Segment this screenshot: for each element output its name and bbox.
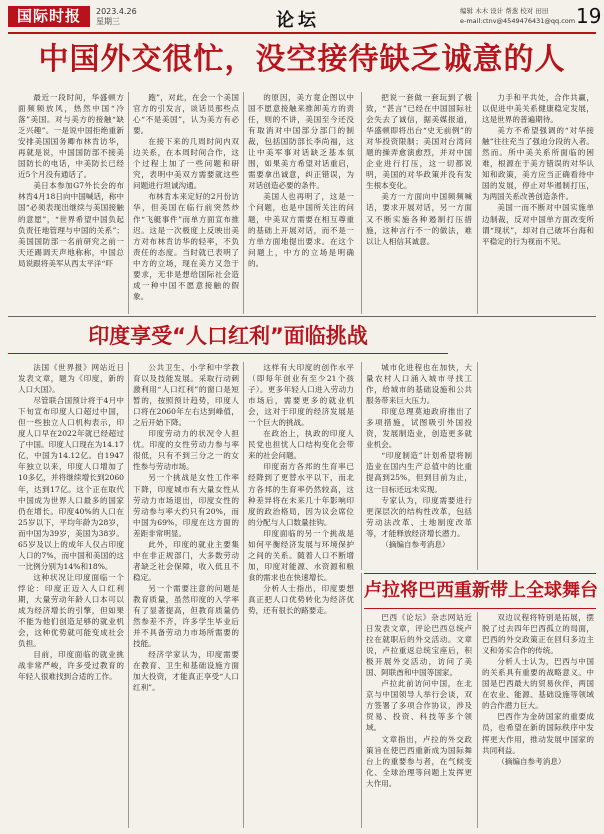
column-divider (477, 612, 478, 828)
issue-date: 2023.4.26 (96, 7, 137, 16)
paragraph: 布林肯本来定好的2月份访华，但美国在临行前突然炒作“飞艇事件”而单方面宣布推迟。这是一次极度上反映出美方对布林肯访华的轻率，不负责任的态度。当时就已表明了中方的立场，现在美方又急于要求，无非是想给国际社会造成一种中国不愿意接触的假象。 (133, 192, 239, 301)
paragraph: 最近一段时间，华盛顿方面频频放风，热然中国“冷落”美国。对与美方的接触“缺乏兴趣”。一是说中国拒绝重新安排美国国务卿布林肯访华，再就是说，中国国防部不接美国防长的电话，中美防长已经近5个月没有通话了。 (18, 93, 124, 180)
paragraph: 印度南方各邦的生育率已经降到了更替水平以下，而北方各邦的生育率仍然较高，这种差异将在未来几十年影响印度的政治格局，因为议会席位的分配与人口数量挂钩。 (248, 462, 354, 527)
column-divider (361, 573, 362, 828)
paragraph: 卢拉此前访问中国，在北京与中国领导人举行会谈，双方签署了多项合作协议，涉及贸易、投资、科技等多个领域。 (366, 679, 472, 733)
column-divider (128, 92, 129, 314)
paragraph: 文章指出，卢拉的外交政策旨在使巴西重新成为国际舞台上的重要参与者，在气候变化、全球治理等问题上发挥更大作用。 (366, 734, 472, 788)
paragraph: 这样有大印度的创作水平（即每年创业有至少21个孩子）。更多年轻人口进入劳动力市场后，需要更多的就业机会，这对于印度的经济发展是一个巨大的挑战。 (248, 363, 354, 428)
column-divider (477, 92, 478, 314)
article3-headline: 卢拉将巴西重新带上全球舞台 (364, 573, 596, 609)
paragraph: “印度制造”计划希望将制造业在国内生产总值中的比重提高到25%，但到目前为止，这一目标还远未实现。 (366, 451, 472, 494)
section-name: 论坛 (276, 10, 320, 31)
contact-email: e-mail:ctnv@4549476431@qq.com (460, 17, 576, 25)
article3-column (366, 612, 472, 828)
paragraph: 印度劳动力的状况令人担忧。印度的女性劳动力参与率很低，只有不到三分之一的女性参与劳动市场。 (133, 429, 239, 472)
paragraph: 双边议程将特别是拓展，摆脱了过去四年巴西孤立的局面，巴西的外交政策正在回归多边主义和务实合作的传统。 (482, 613, 594, 656)
paragraph: 公共卫生、小学和中学教育以及技能发展。采取行动刺激利用“人口红利”的窗口是短暂的，按照预计趋势，印度人口将在2060年左右达到峰值，之后开始下降。 (133, 363, 239, 428)
paragraph: 专家认为，印度需要进行更深层次的结构性改革，包括劳动法改革、土地制度改革等，才能释放经济增长潜力。 (366, 495, 472, 538)
article1-column (248, 92, 354, 314)
article2-column (133, 362, 239, 828)
paragraph: 此外，印度的就业主要集中在非正规部门，大多数劳动者缺乏社会保障，收入低且不稳定。 (133, 539, 239, 582)
article2-column (366, 362, 472, 570)
article1-headline: 中国外交很忙，没空接待缺乏诚意的人 (38, 42, 566, 77)
paragraph: 在接下来的几周时间内双边关系，在本周时间合作，这个过程上加了一些问题和研究，表明中美双方需要就这些问题进行坦诚沟通。 (133, 137, 239, 191)
paragraph: 美方不希望强调的“对华接触”往往充当了强迫分段的入者。然而。所中美关系所面临的困难，根源在于美方错误的对华认知和政策，美方应当正确看待中国的发展，停止对华遏制打压，为两国关系改善创造条件。 (482, 126, 594, 202)
article1-column (366, 92, 472, 314)
paragraph: 分析人士指出，印度要想真正把人口优势转化为经济优势，还有很长的路要走。 (248, 583, 354, 616)
article-divider (8, 316, 596, 317)
paragraph: 这种状况让印度面临一个悖论：印度正迈入人口红利期，大量劳动年龄人口本可以成为经济增长的引擎，但如果不能为他们创造足够的就业机会，这种优势就可能变成社会负担。 (18, 572, 124, 649)
column-divider (243, 92, 244, 314)
paragraph: 尽管联合国预计将于4月中下旬宣布印度人口超过中国，但一些独立人口机构表示，印度人口早在2022年就已经超过了中国。印度人口现在为14.17亿，中国为14.12亿。自1947年独立以来，印度人口增加了10多亿，并将继续增长到2060年，达到17亿。这个正在取代中国成为世界人口最多的国家仍在增长。印度40%的人口在25岁以下，平均年龄为28岁，而中国为39岁，美国为38岁。65岁及以上的成年人仅占印度人口的7%，而中国和美国的这一比例分别为14%和18%。 (18, 396, 124, 571)
column-divider (243, 362, 244, 828)
paragraph: 跑”，对此，在会一个美国官方的引发言，谈话员那些点心“不是美国”，认为美方有必要。 (133, 93, 239, 136)
paragraph: 美方一方面向中国频频喊话，要求开展对话，另一方面又不断实施各种遏制打压措施，这种言行不一的做法，难以让人相信其诚意。 (366, 192, 472, 246)
paragraph: 城市化进程也在加快，大量农村人口涌入城市寻找工作，给城市的基础设施和公共服务带来巨大压力。 (366, 363, 472, 406)
paragraph: 美日本参加G7外长会的布林肯4月18日向中国喊话，称中国“必须表现出继续与美国接触的意愿”，“世界希望中国负起负责任地管理与中国的关系”；美国国防部一名前研究之前一天还踢调天声地称称，中国总局说跟将美军从西太平洋“吓 (18, 181, 124, 268)
paragraph: 巴西作为金砖国家的重要成员，也希望在新的国际秩序中发挥更大作用，推动发展中国家的共同利益。 (482, 712, 594, 755)
paragraph: 把说一套做一套玩到了极致，“甚言”已经在中国国际社会失去了诚信，据美媒报道，华盛顿即将出台“史无前例”的对华投资限制；美国对台湾问题的操弄愈演愈烈，并对中国企业进行打压，这一切都说明，美国的对华政策并没有发生根本变化。 (366, 93, 472, 191)
paragraph: （摘编自参考消息） (381, 539, 450, 549)
paragraph: 目前，印度面临的就业挑战非常严峻，许多受过教育的年轻人很难找到合适的工作。 (18, 650, 124, 682)
newspaper-logo: 国际时报 (8, 6, 90, 27)
article1-column (482, 92, 594, 314)
editor-credits: 编辑 木木 设计 帮葱 校对 田田 (460, 7, 549, 15)
paragraph: 的原因，美方竟企图以中国不愿意接触来推卸美方的责任，则的不讲，美国至今还没有取消对中国部分部门的制裁，包括国防部长李尚福，这让中美军事对话缺乏基本氛围，如果美方希望对话重启，需要拿出诚意，纠正错误，为对话创造必要的条件。 (248, 93, 354, 191)
paragraph: 分析人士认为，巴西与中国的关系具有重要的战略意义。中国是巴西最大的贸易伙伴，两国在农业、能源、基础设施等领域的合作潜力巨大。 (482, 657, 594, 711)
header-divider (8, 32, 596, 34)
paragraph: 经济学家认为，印度需要在教育、卫生和基础设施方面加大投资，才能真正享受“人口红利”。 (133, 650, 239, 693)
page-number: 19 (576, 4, 602, 28)
article3-column (482, 612, 594, 828)
issue-weekday: 星期三 (96, 17, 120, 26)
paragraph: 力手和平共处，合作共赢，以促进中美关系健康稳定发展，这是世界的普遍期待。 (482, 93, 594, 125)
paragraph: 另一个挑战是女性工作率下降，印度城市有大量女性从劳动力市场退出，印度女性的劳动参与率大约只有20%，而中国为69%，印度在这方面的差距非常明显。 (133, 473, 239, 538)
column-divider (361, 362, 362, 570)
paragraph: 印度总理莫迪政府推出了多项措施，试图吸引外国投资，发展制造业，创造更多就业机会。 (366, 407, 472, 450)
column-divider (477, 362, 478, 570)
article2-column (248, 362, 354, 828)
article1-column (133, 92, 239, 314)
paragraph: 巴西《论坛》杂志网站近日发表文章，评论巴西总统卢拉在就职后的外交活动。文章说，卢拉重返总统宝座后，积极开展外交活动，访问了美国、阿联酋和中国等国家。 (366, 613, 472, 678)
column-divider (128, 362, 129, 828)
article2-column (18, 362, 124, 828)
article1-column (18, 92, 124, 314)
page-header (8, 4, 602, 31)
column-divider (361, 92, 362, 314)
paragraph: 美国一而不断对中国实施单边制裁，反对中国单方面改变所谓“现状”，却对自己破坏台海和平稳定的行为视而不见。 (482, 203, 594, 246)
paragraph: 印度面临的另一个挑战是如何平衡经济发展与环境保护之间的关系。随着人口不断增加，印度对能源、水资源和粮食的需求也在快速增长。 (248, 528, 354, 582)
paragraph: （摘编自参考消息） (497, 756, 566, 766)
article2-headline: 印度享受“人口红利”面临挑战 (8, 319, 448, 354)
paragraph: 美国人也再明了，这是一个问题，也是中国所关注的问题，中美双方需要在相互尊重的基础上开展对话，而不是一方单方面地提出要求。在这个问题上，中方的立场是明确的。 (248, 192, 354, 268)
paragraph: 法国《世界报》网站近日发表文章，题为《印度，新的人口大国》。 (18, 363, 124, 395)
paragraph: 在政治上，执政的印度人民党也担忧人口结构变化会带来的社会问题。 (248, 429, 354, 461)
paragraph: 另一个需要注意的问题是教育质量，虽然印度的入学率有了显著提高，但教育质量仍然参差不齐，许多学生毕业后并不具备劳动力市场所需要的技能。 (133, 583, 239, 649)
